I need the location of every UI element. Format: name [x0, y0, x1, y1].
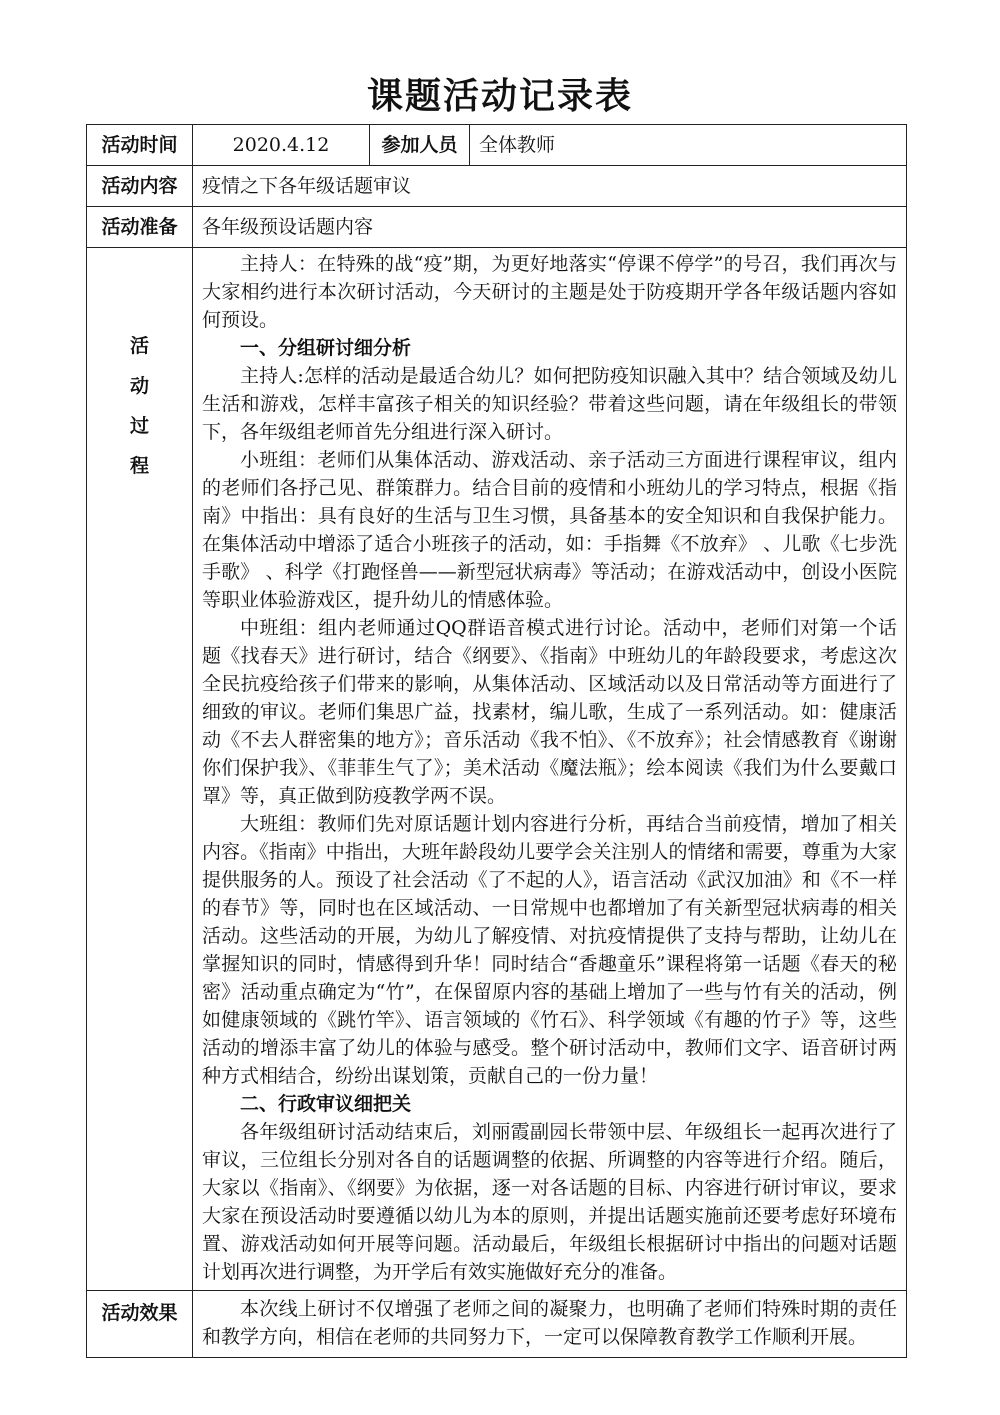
process-label-char: 活	[129, 335, 149, 357]
activity-content-label: 活动内容	[87, 166, 193, 207]
activity-effect-content	[193, 1291, 907, 1358]
process-paragraph: 大班组：教师们先对原话题计划内容进行分析，再结合当前疫情，增加了相关内容。《指南》中指出，大班年龄段幼儿要学会关注别人的情绪和需要，尊重为大家提供服务的人。预设了社会活动《了不起的人》，语言活动《武汉加油》和《不一样的春节》等，同时也在区域活动、一日常规中也都增加了有关新型冠状病毒的相关活动。这些活动的开展，为幼儿了解疫情、对抗疫情提供了支持与帮助，让幼儿在掌握知识的同时，情感得到升华！同时结合“香趣童乐”课程将第一话题《春天的秘密》活动重点确定为“竹”，在保留原内容的基础上增加了一些与竹有关的活动，例如健康领域的《跳竹竿》、语言领域的《竹石》、科学领域《有趣的竹子》等，这些活动的增添丰富了幼儿的体验与感受。整个研讨活动中，教师们文字、语音研讨两种方式相结合，纷纷出谋划策，贡献自己的一份力量！	[202, 813, 897, 1087]
process-paragraph: 主持人：在特殊的战“疫”期，为更好地落实“停课不停学”的号召，我们再次与大家相约进行本次研讨活动，今天研讨的主题是处于防疫期开学各年级话题内容如何预设。	[202, 253, 897, 331]
effect-paragraph: 本次线上研讨不仅增强了老师之间的凝聚力，也明确了老师们特殊时期的责任和教学方向，相信在老师的共同努力下，一定可以保障教育教学工作顺利开展。	[202, 1298, 897, 1348]
row-activity-effect	[87, 1291, 907, 1358]
row-activity-prep	[87, 207, 907, 248]
row-activity-time	[87, 125, 907, 166]
section-heading: 二、行政审议细把关	[240, 1093, 412, 1115]
activity-time-value: 2020.4.12	[193, 125, 370, 166]
participants-value: 全体教师	[470, 125, 907, 166]
document-title: 课题活动记录表	[366, 76, 633, 117]
process-paragraph: 各年级组研讨活动结束后，刘丽霞副园长带领中层、年级组长一起再次进行了审议，三位组长分别对各自的话题调整的依据、所调整的内容等进行介绍。随后，大家以《指南》、《纲要》为依据，逐一对各话题的目标、内容进行研讨审议，要求大家在预设活动时要遵循以幼儿为本的原则，并提出话题实施前还要考虑好环境布置、游戏活动如何开展等问题。活动最后，年级组长根据研讨中指出的问题对话题计划再次进行调整，为开学后有效实施做好充分的准备。	[202, 1121, 897, 1283]
activity-record-table	[86, 124, 907, 1358]
process-label-char: 程	[129, 455, 149, 477]
process-paragraph: 主持人:怎样的活动是最适合幼儿？如何把防疫知识融入其中？结合领域及幼儿生活和游戏，怎样丰富孩子相关的知识经验？带着这些问题，请在年级组长的带领下，各年级组老师首先分组进行深入研讨。	[202, 365, 897, 443]
activity-effect-label: 活动效果	[87, 1291, 193, 1358]
activity-prep-label: 活动准备	[87, 207, 193, 248]
process-paragraph: 小班组：老师们从集体活动、游戏活动、亲子活动三方面进行课程审议，组内的老师们各抒己见、群策群力。结合目前的疫情和小班幼儿的学习特点，根据《指南》中指出：具有良好的生活与卫生习惯，具备基本的安全知识和自我保护能力。在集体活动中增添了适合小班孩子的活动，如：手指舞《不放弃》 、儿歌《七步洗手歌》 、科学《打跑怪兽——新型冠状病毒》等活动；在游戏活动中，创设小医院等职业体验游戏区，提升幼儿的情感体验。	[202, 449, 897, 611]
activity-process-content	[193, 248, 907, 1291]
activity-time-label: 活动时间	[87, 125, 193, 166]
process-label-char: 过	[129, 415, 149, 437]
process-label-char: 动	[129, 375, 149, 397]
row-activity-content	[87, 166, 907, 207]
section-heading: 一、分组研讨细分析	[240, 337, 412, 359]
process-paragraph: 中班组：组内老师通过QQ群语音模式进行讨论。活动中，老师们对第一个话题《找春天》进行研讨，结合《纲要》、《指南》中班幼儿的年龄段要求，考虑这次全民抗疫给孩子们带来的影响，从集体活动、区域活动以及日常活动等方面进行了细致的审议。老师们集思广益，找素材，编儿歌，生成了一系列活动。如：健康活动《不去人群密集的地方》；音乐活动《我不怕》、《不放弃》；社会情感教育《谢谢你们保护我》、《菲菲生气了》；美术活动《魔法瓶》；绘本阅读《我们为什么要戴口罩》等，真正做到防疫教学两不误。	[202, 617, 897, 807]
row-activity-process	[87, 248, 907, 1291]
activity-content-value: 疫情之下各年级话题审议	[193, 166, 907, 207]
activity-process-label	[87, 248, 193, 1291]
activity-prep-value: 各年级预设话题内容	[193, 207, 907, 248]
participants-label: 参加人员	[370, 125, 470, 166]
